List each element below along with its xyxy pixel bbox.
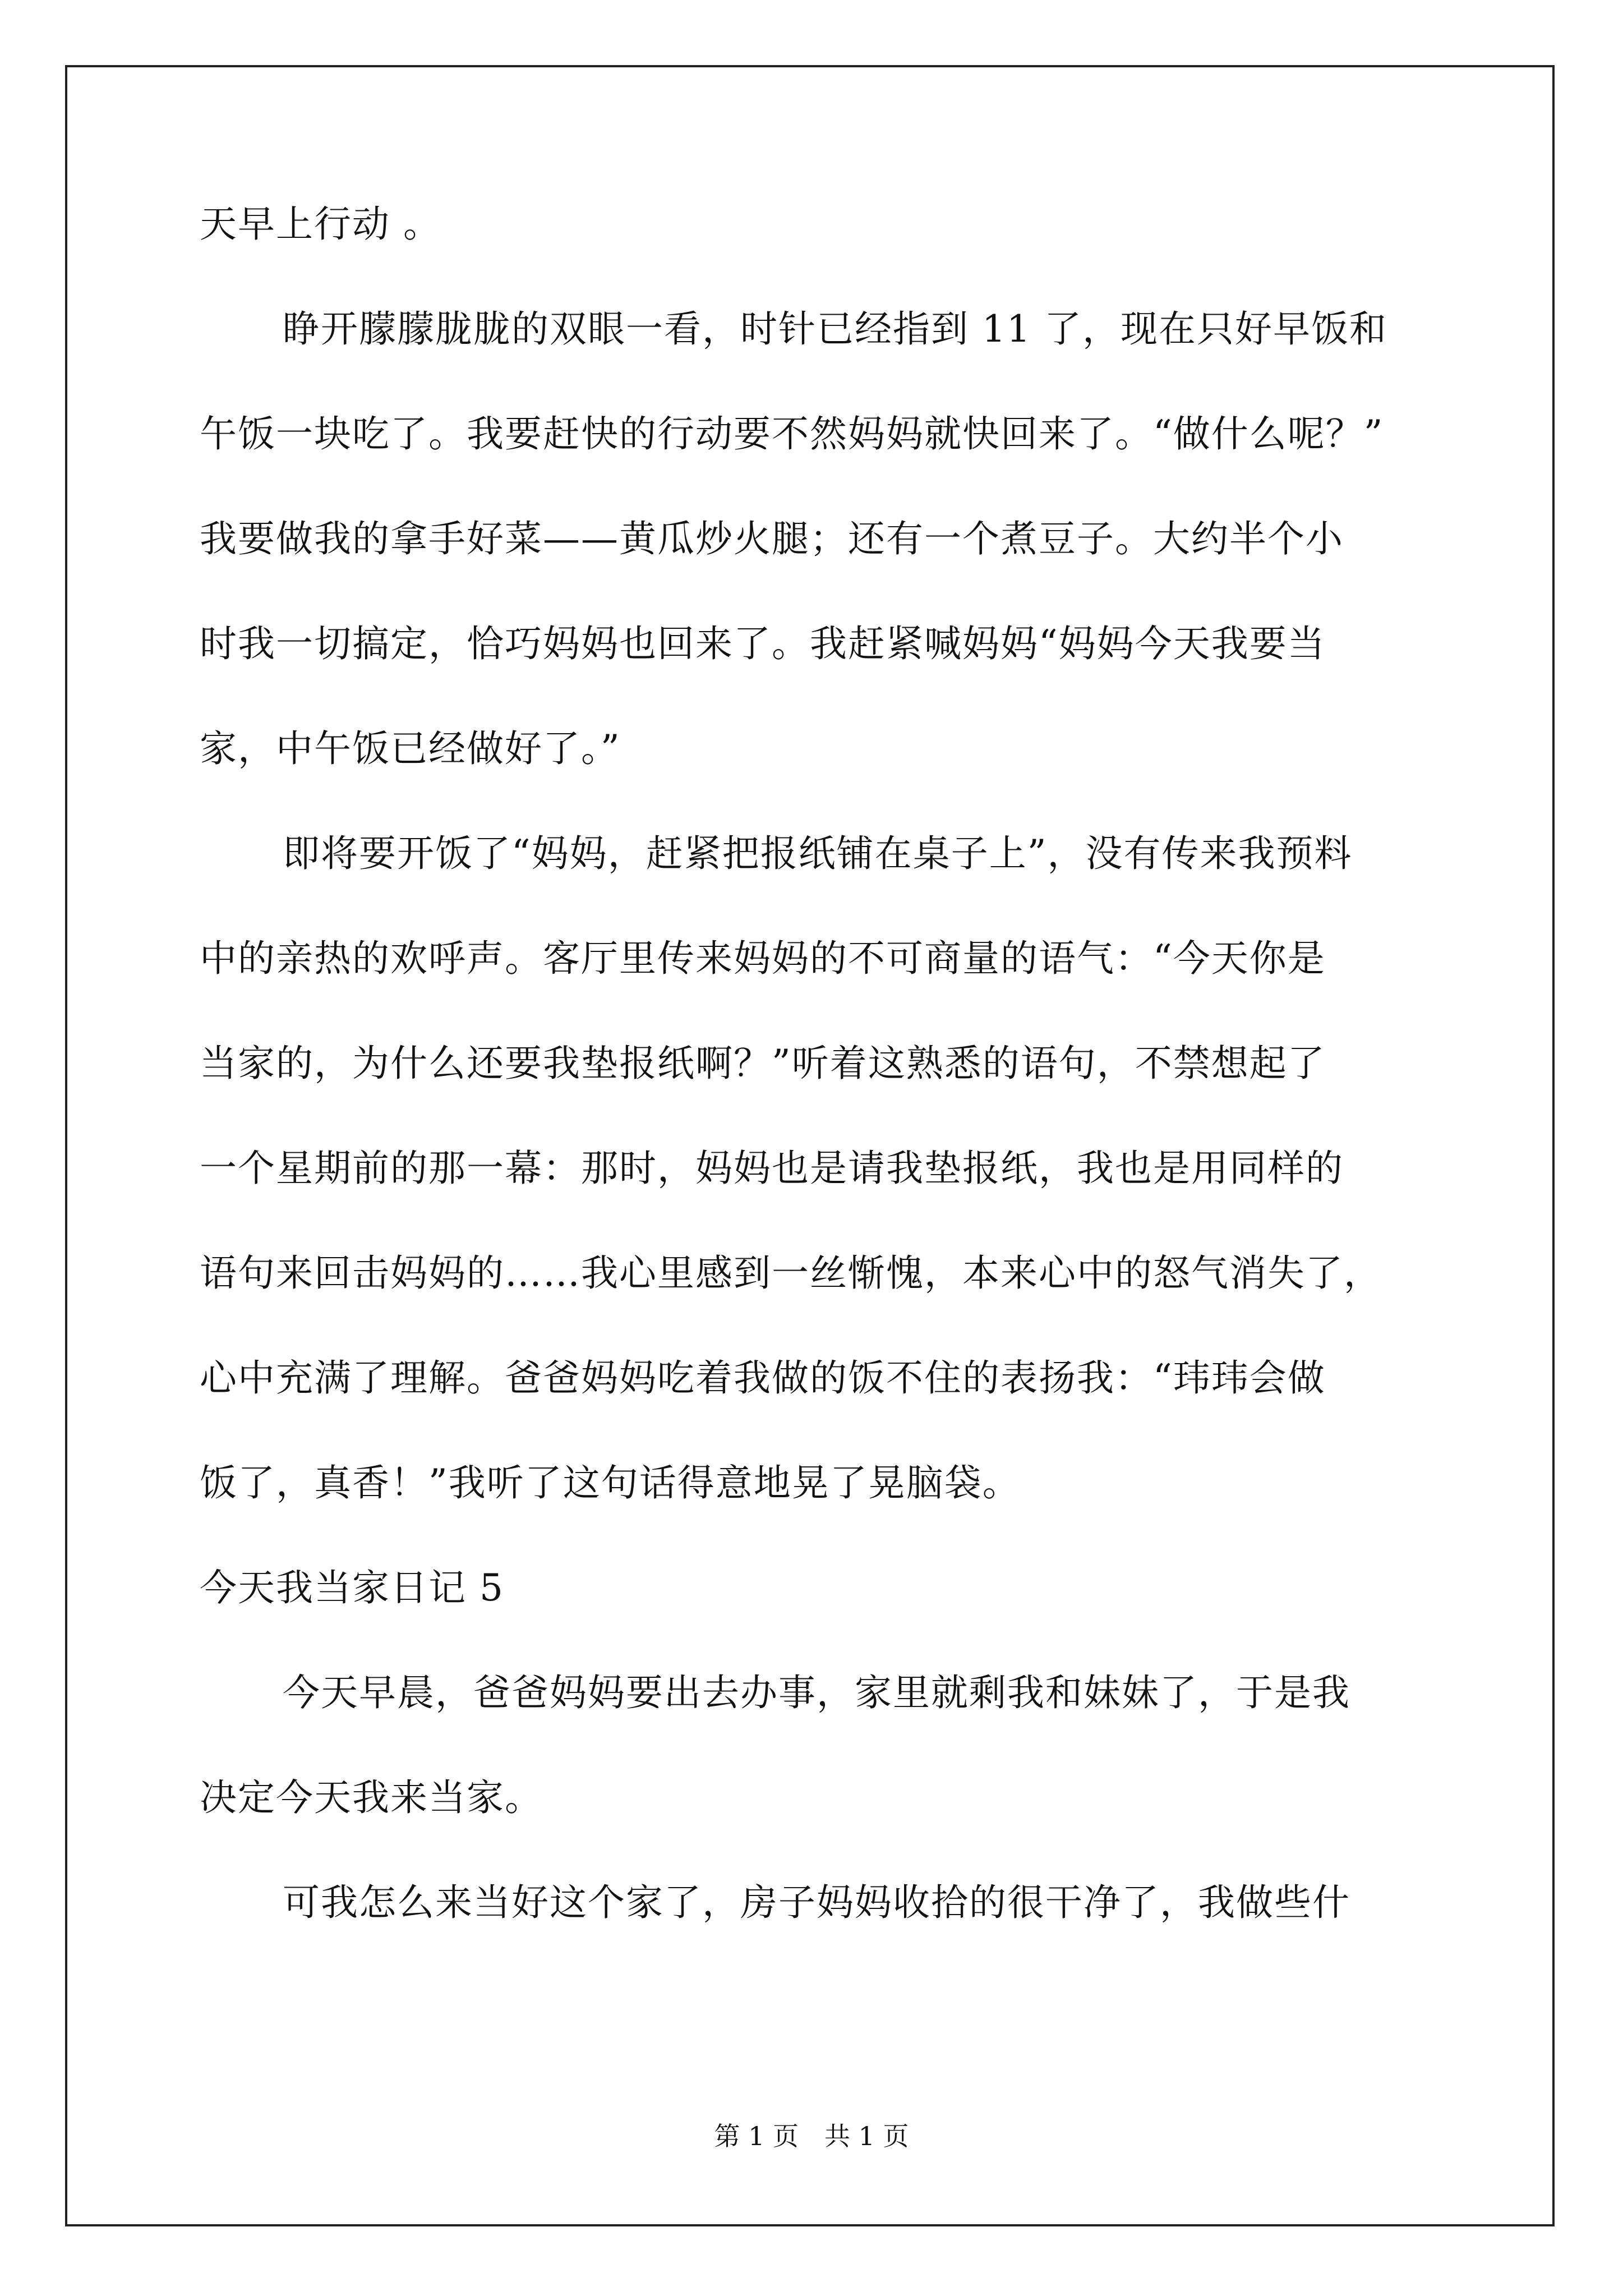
text-line: 家，中午饭已经做好了。” [200, 727, 621, 770]
text-line: 天早上行动 。 [200, 203, 441, 246]
text-line: 时我一切搞定，恰巧妈妈也回来了。我赶紧喊妈妈“妈妈今天我要当 [200, 622, 1326, 665]
text-line: 午饭一块吃了。我要赶快的行动要不然妈妈就快回来了。“做什么呢？” [200, 412, 1384, 455]
paragraph-line: 睁开朦朦胧胧的双眼一看，时针已经指到 11 了，现在只好早饭和 [283, 307, 1387, 351]
paragraph-line: 今天早晨，爸爸妈妈要出去办事，家里就剩我和妹妹了，于是我 [283, 1671, 1350, 1714]
text-line: 心中充满了理解。爸爸妈妈吃着我做的饭不住的表扬我：“玮玮会做 [200, 1356, 1326, 1400]
page-number: 第 1 页 共 1 页 [714, 2121, 909, 2151]
text-line: 一个星期前的那一幕：那时，妈妈也是请我垫报纸，我也是用同样的 [200, 1147, 1344, 1190]
text-line: 饭了，真香！”我听了这句话得意地晃了晃脑袋。 [200, 1461, 1021, 1504]
paragraph-line: 即将要开饭了“妈妈，赶紧把报纸铺在桌子上”，没有传来我预料 [283, 832, 1353, 875]
text-line: 决定今天我来当家。 [200, 1776, 543, 1819]
paragraph-line: 可我怎么来当好这个家了，房子妈妈收拾的很干净了，我做些什 [283, 1881, 1350, 1924]
text-line: 语句来回击妈妈的……我心里感到一丝惭愧，本来心中的怒气消失了， [200, 1251, 1382, 1295]
section-heading: 今天我当家日记 5 [200, 1566, 504, 1609]
text-line: 当家的，为什么还要我垫报纸啊？”听着这熟悉的语句，不禁想起了 [200, 1042, 1326, 1085]
text-line: 中的亲热的欢呼声。客厅里传来妈妈的不可商量的语气：“今天你是 [200, 937, 1326, 980]
text-line: 我要做我的拿手好菜——黄瓜炒火腿；还有一个煮豆子。大约半个小 [200, 517, 1344, 560]
